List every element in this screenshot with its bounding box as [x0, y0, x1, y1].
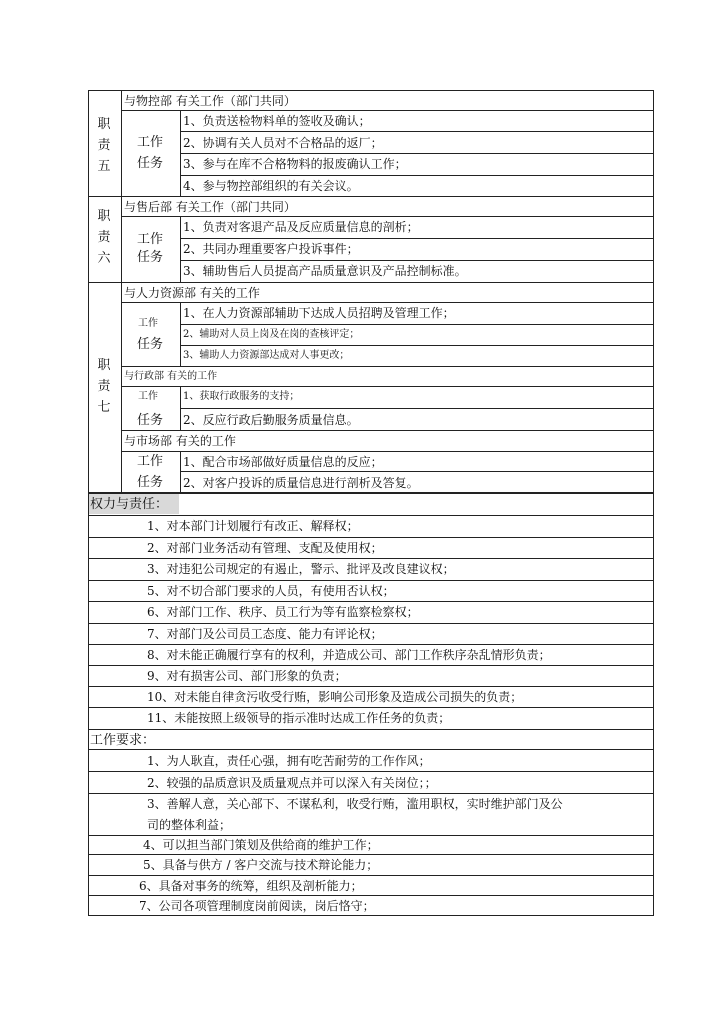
- duty7-market-header: 与市场部 有关的工作: [124, 434, 236, 448]
- power-item: 9、对有损害公司、部门形象的负责；: [147, 669, 347, 683]
- power-item: 7、对部门及公司员工态度、能力有评论权；: [147, 627, 383, 641]
- duty5-item: 2、协调有关人员对不合格品的返厂；: [183, 136, 383, 150]
- power-item: 6、对部门工作、秩序、员工行为等有监察检察权；: [147, 605, 419, 619]
- duty7-admin-task-label-2: 任务: [137, 413, 164, 428]
- row-line: [88, 644, 654, 645]
- duty5-label-3: 五: [97, 159, 111, 174]
- row-line: [121, 430, 654, 431]
- row-line: [180, 131, 654, 132]
- duty7-hr-item: 2、辅助对人员上岗及在岗的查核评定；: [183, 329, 360, 340]
- row-line: [88, 665, 654, 666]
- row-line: [121, 110, 654, 111]
- duty6-task-label-1: 工作: [137, 232, 164, 247]
- duty7-market-task-label-2: 任务: [137, 475, 164, 490]
- table-border-bottom: [88, 915, 654, 916]
- duty7-hr-header: 与人力资源部 有关的工作: [124, 286, 260, 300]
- power-item: 8、对未能正确履行享有的权利，并造成公司、部门工作秩序杂乱情形负责；: [147, 648, 551, 662]
- row-line: [88, 537, 654, 538]
- duty7-admin-task-label-1: 工作: [138, 391, 158, 402]
- row-line: [88, 515, 654, 516]
- col-divider-2c: [180, 302, 181, 366]
- duty5-task-label-1: 工作: [137, 135, 164, 150]
- table-border-top: [88, 90, 654, 91]
- requirement-item: 1、为人耿直，责任心强，拥有吃苦耐劳的工作作风；: [147, 754, 431, 768]
- duty7-admin-item: 1、获取行政服务的支持；: [183, 391, 300, 402]
- row-line: [121, 451, 654, 452]
- requirement-item: 6、具备对事务的统筹，组织及剖析能力；: [139, 879, 363, 893]
- duty6-header: 与售后部 有关工作（部门共同）: [124, 200, 296, 214]
- row-line: [88, 686, 654, 687]
- row-line: [88, 601, 654, 602]
- duty5-item: 1、负责送检物料单的签收及确认；: [183, 114, 371, 128]
- row-line: [88, 282, 654, 283]
- row-line: [180, 408, 654, 409]
- col-divider-1: [121, 90, 122, 492]
- power-item: 5、对不切合部门要求的人员，有使用否认权；: [147, 584, 395, 598]
- row-line: [180, 238, 654, 239]
- duty5-item: 3、参与在库不合格物料的报废确认工作；: [183, 157, 407, 171]
- power-item: 11、未能按照上级领导的指示准时达成工作任务的负责；: [147, 711, 451, 725]
- row-line: [121, 386, 654, 387]
- row-line: [180, 324, 654, 325]
- requirement-item-continued: 司的整体利益；: [147, 818, 232, 832]
- duty5-task-label-2: 任务: [137, 156, 164, 171]
- requirement-item: 7、公司各项管理制度岗前阅读，岗后恪守；: [139, 899, 375, 913]
- row-line: [88, 623, 654, 624]
- row-line: [180, 260, 654, 261]
- duty7-admin-item: 2、反应行政后勤服务质量信息。: [183, 413, 359, 427]
- row-line: [88, 771, 654, 772]
- duty7-hr-item: 3、辅助人力资源部达成对人事更改；: [183, 350, 350, 361]
- duty5-item: 4、参与物控部组织的有关会议。: [183, 179, 359, 193]
- duty5-header: 与物控部 有关工作（部门共同）: [124, 94, 296, 108]
- duty7-label-2: 责: [97, 379, 111, 394]
- row-line: [88, 749, 654, 750]
- duty5-label-1: 职: [97, 117, 111, 132]
- requirement-item: 5、具备与供方 / 客户交流与技术辩论能力；: [143, 858, 379, 872]
- row-line: [88, 835, 654, 836]
- row-line: [180, 345, 654, 346]
- row-line: [88, 793, 654, 794]
- col-divider-2b: [180, 216, 181, 282]
- power-item: 2、对部门业务活动有管理、支配及使用权；: [147, 541, 383, 555]
- duty6-label-2: 责: [97, 230, 111, 245]
- row-line: [88, 580, 654, 581]
- row-line: [88, 196, 654, 197]
- duty6-item: 3、辅助售后人员提高产品质量意识及产品控制标准。: [183, 264, 467, 278]
- powers-title: 权力与责任：: [90, 497, 169, 512]
- row-line: [180, 175, 654, 176]
- duty6-item: 1、负责对客退产品及反应质量信息的剖析；: [183, 220, 419, 234]
- duty7-admin-header: 与行政部 有关的工作: [124, 371, 218, 382]
- requirement-item: 4、可以担当部门策划及供给商的维护工作；: [143, 838, 379, 852]
- duty7-hr-task-label-1: 工作: [138, 318, 158, 329]
- duty6-task-label-2: 任务: [137, 250, 164, 265]
- duty6-item: 2、共同办理重要客户投诉事件；: [183, 242, 359, 256]
- power-item: 1、对本部门计划履行有改正、解释权；: [147, 519, 359, 533]
- duty6-label-1: 职: [97, 209, 111, 224]
- duty6-label-3: 六: [97, 251, 111, 266]
- row-line: [88, 558, 654, 559]
- row-line: [121, 216, 654, 217]
- row-line: [180, 153, 654, 154]
- duty7-label-1: 职: [97, 358, 111, 373]
- row-line: [88, 895, 654, 896]
- duty7-market-item: 1、配合市场部做好质量信息的反应；: [183, 455, 383, 469]
- requirement-item: 3、善解人意，关心部下、不谋私利，收受行贿，滥用职权，实时维护部门及公: [147, 797, 563, 811]
- row-line: [88, 875, 654, 876]
- duty7-hr-item: 1、在人力资源部辅助下达成人员招聘及管理工作；: [183, 306, 455, 320]
- row-line: [180, 471, 654, 472]
- power-item: 3、对违犯公司规定的有遏止，警示、批评及改良建议权；: [147, 562, 455, 576]
- requirements-title: 工作要求：: [90, 733, 156, 748]
- row-line: [88, 854, 654, 855]
- duty7-market-task-label-1: 工作: [137, 454, 164, 469]
- row-line: [121, 366, 654, 367]
- requirement-item: 2、较强的品质意识及质量观点并可以深入有关岗位；；: [147, 776, 437, 790]
- duty7-hr-task-label-2: 任务: [137, 337, 164, 352]
- duty7-label-3: 七: [97, 400, 111, 415]
- duty5-label-2: 责: [97, 138, 111, 153]
- duty7-market-item: 2、对客户投诉的质量信息进行剖析及答复。: [183, 476, 419, 490]
- row-line: [121, 302, 654, 303]
- row-line: [88, 707, 654, 708]
- power-item: 10、对未能自律贪污收受行贿，影响公司形象及造成公司损失的负责；: [147, 690, 523, 704]
- row-line: [88, 729, 654, 730]
